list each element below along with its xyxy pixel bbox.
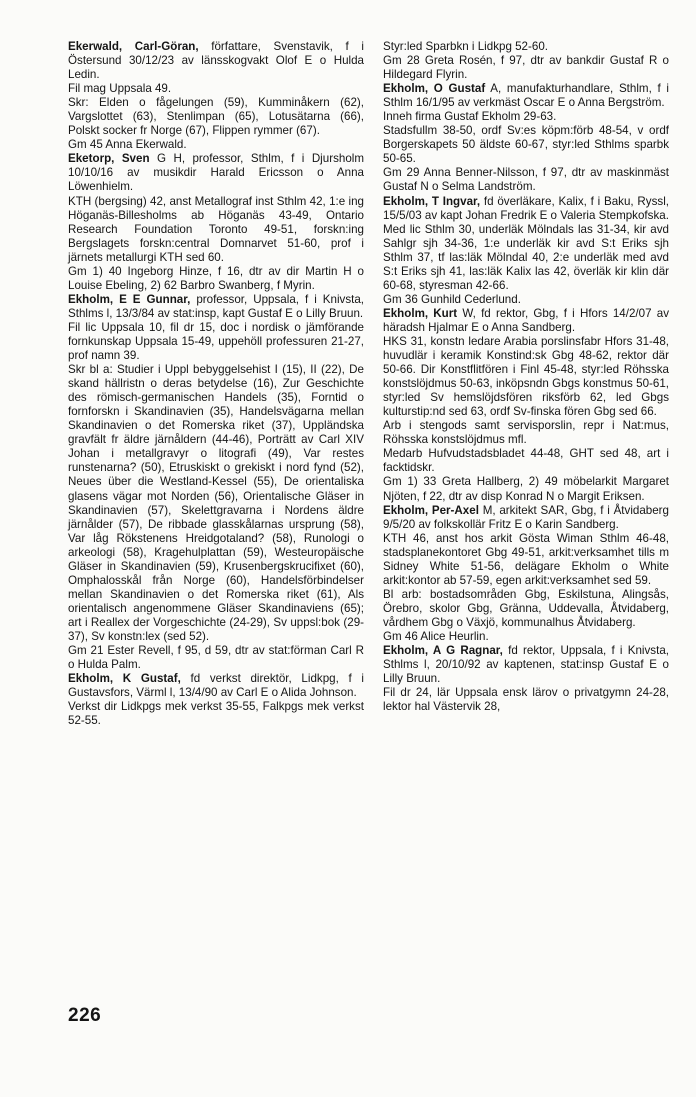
entry-detail-line	[68, 195, 364, 265]
entry-detail-line	[383, 335, 669, 419]
entry-headword: Ekholm, K Gustaf,	[68, 672, 181, 686]
entry-text: Fil lic Uppsala 10, fil dr 15, doc i nordisk o jämförande fornkunskap Uppsala 15-49, uppehöll professuren 21-27, prof namn 39.	[68, 320, 364, 363]
entry-text: Gm 21 Ester Revell, f 95, d 59, dtr av stat:förman Carl R o Hulda Palm.	[68, 644, 364, 672]
entry-paragraph	[383, 40, 669, 54]
entry-detail-line	[383, 630, 669, 644]
entry-detail-line	[383, 447, 669, 475]
entry-text: Skr: Elden o fågelungen (59), Kumminåkern (62), Vargslottet (63), Stenlimpan (65), Lotusätarna (66), Polskt socker fr Norge (67), Flippen rymmer (67).	[68, 96, 364, 138]
entry-text: fd rektor, Uppsala, f i Knivsta, Sthlms l, 20/10/92 av kaptenen, stat:insp Gustaf E o Lilly Bruun.	[383, 644, 669, 686]
entry-text: Inneh firma Gustaf Ekholm 29-63.	[383, 110, 557, 124]
entry-text: Arb i stengods samt servisporslin, repr i Nat:mus, Röhsska konstslöjdmus mfl.	[383, 419, 669, 447]
entry-paragraph	[68, 293, 364, 321]
left-column	[68, 40, 364, 728]
entry-text: Medarb Hufvudstadsbladet 44-48, GHT sed 48, art i facktidskr.	[383, 447, 669, 475]
entry-text: Skr bl a: Studier i Uppl bebyggelsehist I (15), II (22), De skand hällristn o deras betydelse (16), Zur Geschichte des römisch-germanischen Handels (35), Forntid o fornforskn i Skandinavien (35), Handelsvägarna mellan Skandinavien o det Romerska riket (37), Uppländska gravfält fr äldre järnåldern (44-46), Porträtt av Carl XIV Johan i metallgravyr o litografi (49), Var restes runstenarna? (50), Etruskiskt o grekiskt i nord fynd (52), Neues über die Westland-Kessel (55), De orientaliska glasens vägar mot Norden (56), Orientalische Gläser in Skandinavien (57), Skelettgravarna i Nordens äldre järnålder (57), De ribbade glasskålarnas ursprung (58), Var låg Rökstenens Hreidgotaland? (58), Runologi o arkeologi (58), Kragehulplattan (59), Westeuropäische Gläser in Skandinavien (59), Krusenbergskrucifixet (60), Omphalosskål från Norge (60), Handelsförbindelser mellan Skandinavien o det Romerska riket (61), Als orientalisch angenommene Gläser Skandinaviens (65); art i Reallex der Vorgeschichte (24-29), Sv uppsl:bok (29-37), Sv konstn:lex (sed 52).	[68, 363, 364, 643]
entry-text: KTH (bergsing) 42, anst Metallograf inst Sthlm 42, 1:e ing Höganäs-Billesholms ab Höganäs 43-49, Ontario Research Foundation Toronto 49-51, forskn:ing Bergslagets forskn:central Domnarvet 51-60, prof i järnets metallurgi KTH sed 60.	[68, 194, 364, 264]
entry-detail-line	[68, 644, 364, 672]
entry-text: KTH 46, anst hos arkit Gösta Wiman Sthlm 46-48, stadsplanekontoret Gbg 49-51, arkit:verksamhet tills m Sidney White 51-56, delägare Ekholm o White arkit:kontor ab 57-59, egen arkit:verksamhet sed 59.	[383, 531, 669, 587]
entry-headword: Ekerwald, Carl-Göran,	[68, 40, 199, 53]
entry-text: Fil dr 24, lär Uppsala ensk lärov o privatgymn 24-28, lektor hal Västervik 28,	[383, 686, 669, 714]
entry-paragraph	[383, 82, 669, 110]
entry-text: Gm 46 Alice Heurlin.	[383, 629, 489, 643]
entry-paragraph	[383, 644, 669, 686]
entry-detail-line	[68, 700, 364, 728]
entry-text: Bl arb: bostadsområden Gbg, Eskilstuna, Alingsås, Örebro, skolor Gbg, Gränna, Uddevalla, Åtvidaberg, vårdhem Gbg o Växjö, kommunalhus Åtvidaberg.	[383, 587, 669, 629]
entry-detail-line	[383, 419, 669, 447]
entry-text: författare, Svenstavik, f i Östersund 30/12/23 av länsskogvakt Olof E o Hulda Ledin.	[68, 40, 364, 82]
entry-text: Verkst dir Lidkpgs mek verkst 35-55, Falkpgs mek verkst 52-55.	[68, 700, 364, 728]
entry-detail-line	[383, 588, 669, 630]
entry-text: A, manufakturhandlare, Sthlm, f i Sthlm 16/1/95 av verkmäst Oscar E o Anna Bergström.	[383, 82, 669, 110]
entry-text: Med lic Sthlm 30, underläk Mölndals las 31-34, kir avd Sahlgr sjh 34-36, 1:e underläk kir avd S:t Eriks sjh Sthlm 37, tf las:läk Mölndal 40, 2:e underläk med avd S:t Eriks sjh 41, las:läk Kalix las 42, överläk kir klin där 60-68, styresman 42-66.	[383, 222, 669, 292]
entry-text: Styr:led Sparbkn i Lidkpg 52-60.	[383, 40, 548, 53]
entry-text: Gm 28 Greta Rosén, f 97, dtr av bankdir Gustaf R o Hildegard Flyrin.	[383, 54, 669, 82]
entry-paragraph	[68, 40, 364, 82]
entry-detail-line	[68, 363, 364, 644]
entry-detail-line	[383, 166, 669, 194]
entry-text: HKS 31, konstn ledare Arabia porslinsfabr Hfors 31-48, huvudlär i keramik Konstind:sk Gbg 48-62, rektor där 50-66. Dir Konstflitfören i Finl 45-48, styr:led Röhsska konstslöjdmus 50-63, inköpsndn Gbgs konstmus 50-61, styr:led Sv hemslöjdsfören riksförb 62, led Gbgs kulturstip:nd sed 63, ordf Sv-finska fören Gbg sed 66.	[383, 334, 669, 419]
entry-detail-line	[383, 223, 669, 293]
entry-text: Gm 36 Gunhild Cederlund.	[383, 292, 521, 306]
entry-headword: Ekholm, E E Gunnar,	[68, 292, 191, 306]
entry-text: W, fd rektor, Gbg, f i Hfors 14/2/07 av häradsh Hjalmar E o Anna Sandberg.	[383, 306, 669, 334]
entry-headword: Ekholm, T Ingvar,	[383, 194, 481, 208]
entry-text: Gm 1) 40 Ingeborg Hinze, f 16, dtr av dir Martin H o Louise Ebeling, 2) 62 Barbro Swanberg, f Myrin.	[68, 264, 364, 292]
entry-text: G H, professor, Sthlm, f i Djursholm 10/10/16 av musikdir Harald Ericsson o Anna Löwenhielm.	[68, 152, 364, 194]
entry-text: Gm 1) 33 Greta Hallberg, 2) 49 möbelarkit Margaret Njöten, f 22, dtr av disp Konrad N o Margit Eriksen.	[383, 475, 669, 503]
entry-paragraph	[383, 504, 669, 532]
entry-detail-line	[383, 54, 669, 82]
entry-detail-line	[68, 265, 364, 293]
entry-text: fd överläkare, Kalix, f i Baku, Ryssl, 15/5/03 av kapt Johan Fredrik E o Valeria Stempkofska.	[383, 194, 669, 222]
entry-headword: Ekholm, A G Ragnar,	[383, 644, 503, 658]
entry-headword: Ekholm, O Gustaf	[383, 82, 486, 96]
entry-headword: Ekholm, Kurt	[383, 306, 458, 320]
entry-detail-line	[383, 686, 669, 714]
entry-detail-line	[383, 475, 669, 503]
entry-detail-line	[68, 138, 364, 152]
page-number: 226	[68, 1005, 102, 1026]
entry-detail-line	[383, 532, 669, 588]
entry-headword: Eketorp, Sven	[68, 152, 150, 166]
entry-paragraph	[68, 672, 364, 700]
entry-headword: Ekholm, Per-Axel	[383, 503, 479, 517]
entry-text: professor, Uppsala, f i Knivsta, Sthlms l, 13/3/84 av stat:insp, kapt Gustaf E o Lilly Bruun.	[68, 292, 365, 320]
entry-text: M, arkitekt SAR, Gbg, f i Åtvidaberg 9/5/20 av folkskollär Fritz E o Karin Sandberg.	[383, 503, 669, 531]
entry-text: Stadsfullm 38-50, ordf Sv:es köpm:förb 48-54, v ordf Borgerskapets 50 äldste 60-67, styr:led Sthlms sparbk 50-65.	[383, 124, 669, 166]
entry-paragraph	[68, 152, 364, 194]
entry-paragraph	[383, 195, 669, 223]
entry-detail-line	[68, 321, 364, 363]
entry-text: Gm 29 Anna Benner-Nilsson, f 97, dtr av maskinmäst Gustaf N o Selma Landström.	[383, 166, 669, 194]
entry-detail-line	[383, 293, 669, 307]
entry-paragraph	[383, 307, 669, 335]
right-column	[383, 40, 669, 714]
entry-detail-line	[68, 82, 364, 96]
entry-text: Gm 45 Anna Ekerwald.	[68, 138, 187, 152]
entry-detail-line	[383, 124, 669, 166]
entry-text: Fil mag Uppsala 49.	[68, 82, 172, 96]
entry-detail-line	[383, 110, 669, 124]
entry-text: fd verkst direktör, Lidkpg, f i Gustavsfors, Värml l, 13/4/90 av Carl E o Alida Johnson.	[68, 672, 364, 700]
entry-detail-line	[68, 96, 364, 138]
